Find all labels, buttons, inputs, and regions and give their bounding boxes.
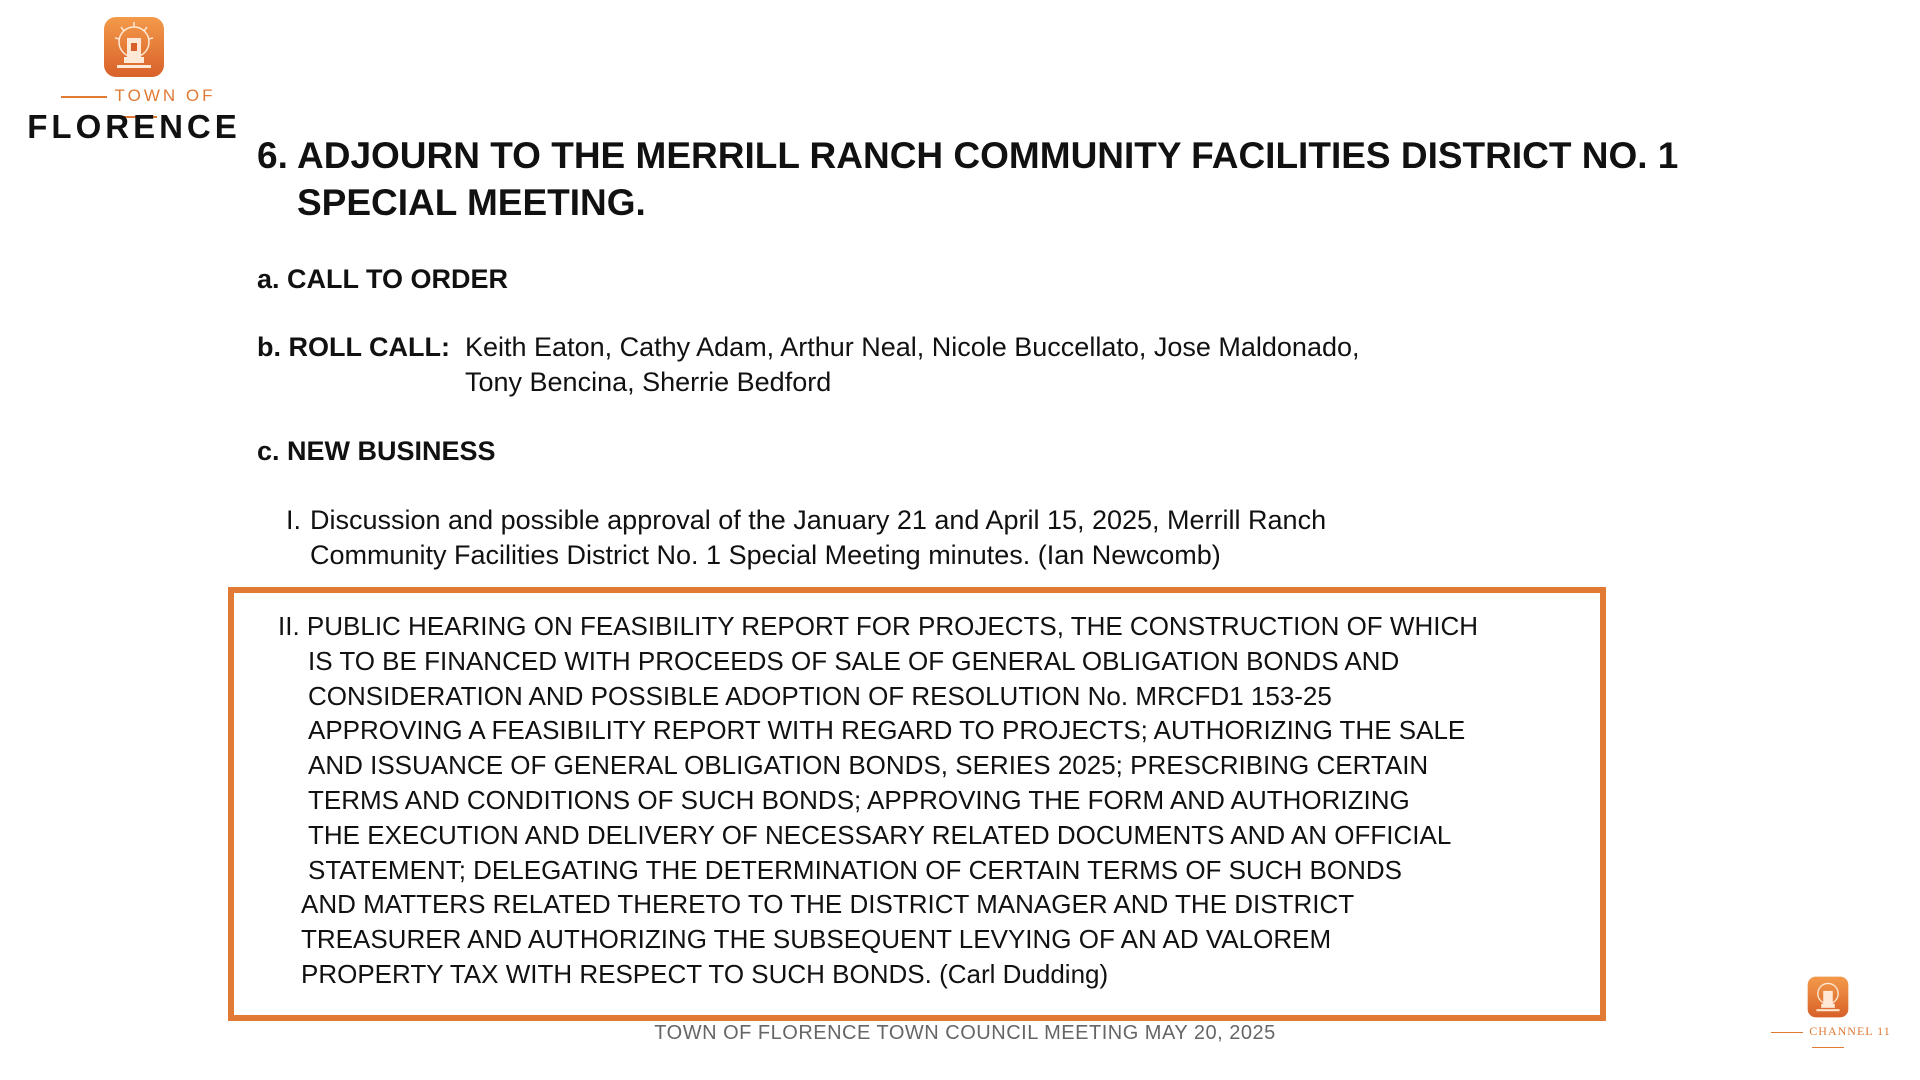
roll-call-label: b. ROLL CALL: (257, 332, 450, 362)
logo-florence: FLORENCE (27, 108, 241, 145)
item-2-line: AND ISSUANCE OF GENERAL OBLIGATION BONDS, SERIES 2025; PRESCRIBING CERTAIN (308, 750, 1429, 781)
meeting-footer: TOWN OF FLORENCE TOWN COUNCIL MEETING MAY 20, 2025 (654, 1022, 1276, 1044)
item-2-line: TREASURER AND AUTHORIZING THE SUBSEQUENT LEVYING OF AN AD VALOREM (301, 924, 1332, 955)
call-to-order: a. CALL TO ORDER (257, 264, 509, 294)
heading-line-1: ADJOURN TO THE MERRILL RANCH COMMUNITY FACILITIES DISTRICT NO. 1 (297, 135, 1679, 176)
heading-line-2: SPECIAL MEETING. (297, 182, 646, 223)
item-1-number: I. (286, 505, 302, 535)
item-2-line: II. PUBLIC HEARING ON FEASIBILITY REPORT FOR PROJECTS, THE CONSTRUCTION OF WHICH (278, 611, 1478, 641)
logo-town-of: TOWN OF (22, 86, 246, 126)
item-2-line: APPROVING A FEASIBILITY REPORT WITH REGARD TO PROJECTS; AUTHORIZING THE SALE (308, 715, 1466, 746)
channel-label: CHANNEL 11 (1748, 1024, 1908, 1054)
agenda-heading (257, 132, 1757, 226)
item-2-line: IS TO BE FINANCED WITH PROCEEDS OF SALE OF GENERAL OBLIGATION BONDS AND (308, 645, 1400, 676)
channel-logo (1748, 976, 1908, 1046)
heading-number: 6. (257, 135, 288, 176)
item-2-line: PROPERTY TAX WITH RESPECT TO SUCH BONDS. (Carl Dudding) (301, 958, 1109, 989)
agenda-item-1 (286, 503, 1486, 573)
new-business: c. NEW BUSINESS (257, 436, 496, 466)
item-2-line: TERMS AND CONDITIONS OF SUCH BONDS; APPROVING THE FORM AND AUTHORIZING (308, 784, 1410, 815)
item-2-line: CONSIDERATION AND POSSIBLE ADOPTION OF RESOLUTION No. MRCFD1 153-25 (308, 680, 1332, 711)
item-2-line: STATEMENT; DELEGATING THE DETERMINATION OF CERTAIN TERMS OF SUCH BONDS (308, 854, 1403, 885)
town-logo (22, 16, 246, 146)
channel-seal-icon (1807, 976, 1849, 1018)
item-2-line: AND MATTERS RELATED THERETO TO THE DISTRICT MANAGER AND THE DISTRICT (301, 889, 1355, 920)
item-2-line: THE EXECUTION AND DELIVERY OF NECESSARY RELATED DOCUMENTS AND AN OFFICIAL (308, 819, 1452, 850)
town-seal-icon (103, 16, 165, 78)
agenda-item-2 (278, 609, 1578, 992)
roll-call-line-2: Tony Bencina, Sherrie Bedford (465, 367, 832, 397)
item-1-line-2: Community Facilities District No. 1 Special Meeting minutes. (Ian Newcomb) (310, 540, 1221, 570)
roll-call-line-1: Keith Eaton, Cathy Adam, Arthur Neal, Nicole Buccellato, Jose Maldonado, (465, 332, 1360, 362)
roll-call (257, 330, 1665, 400)
roll-call-names (465, 330, 1665, 400)
item-1-line-1: Discussion and possible approval of the January 21 and April 15, 2025, Merrill Ranch (310, 505, 1327, 535)
